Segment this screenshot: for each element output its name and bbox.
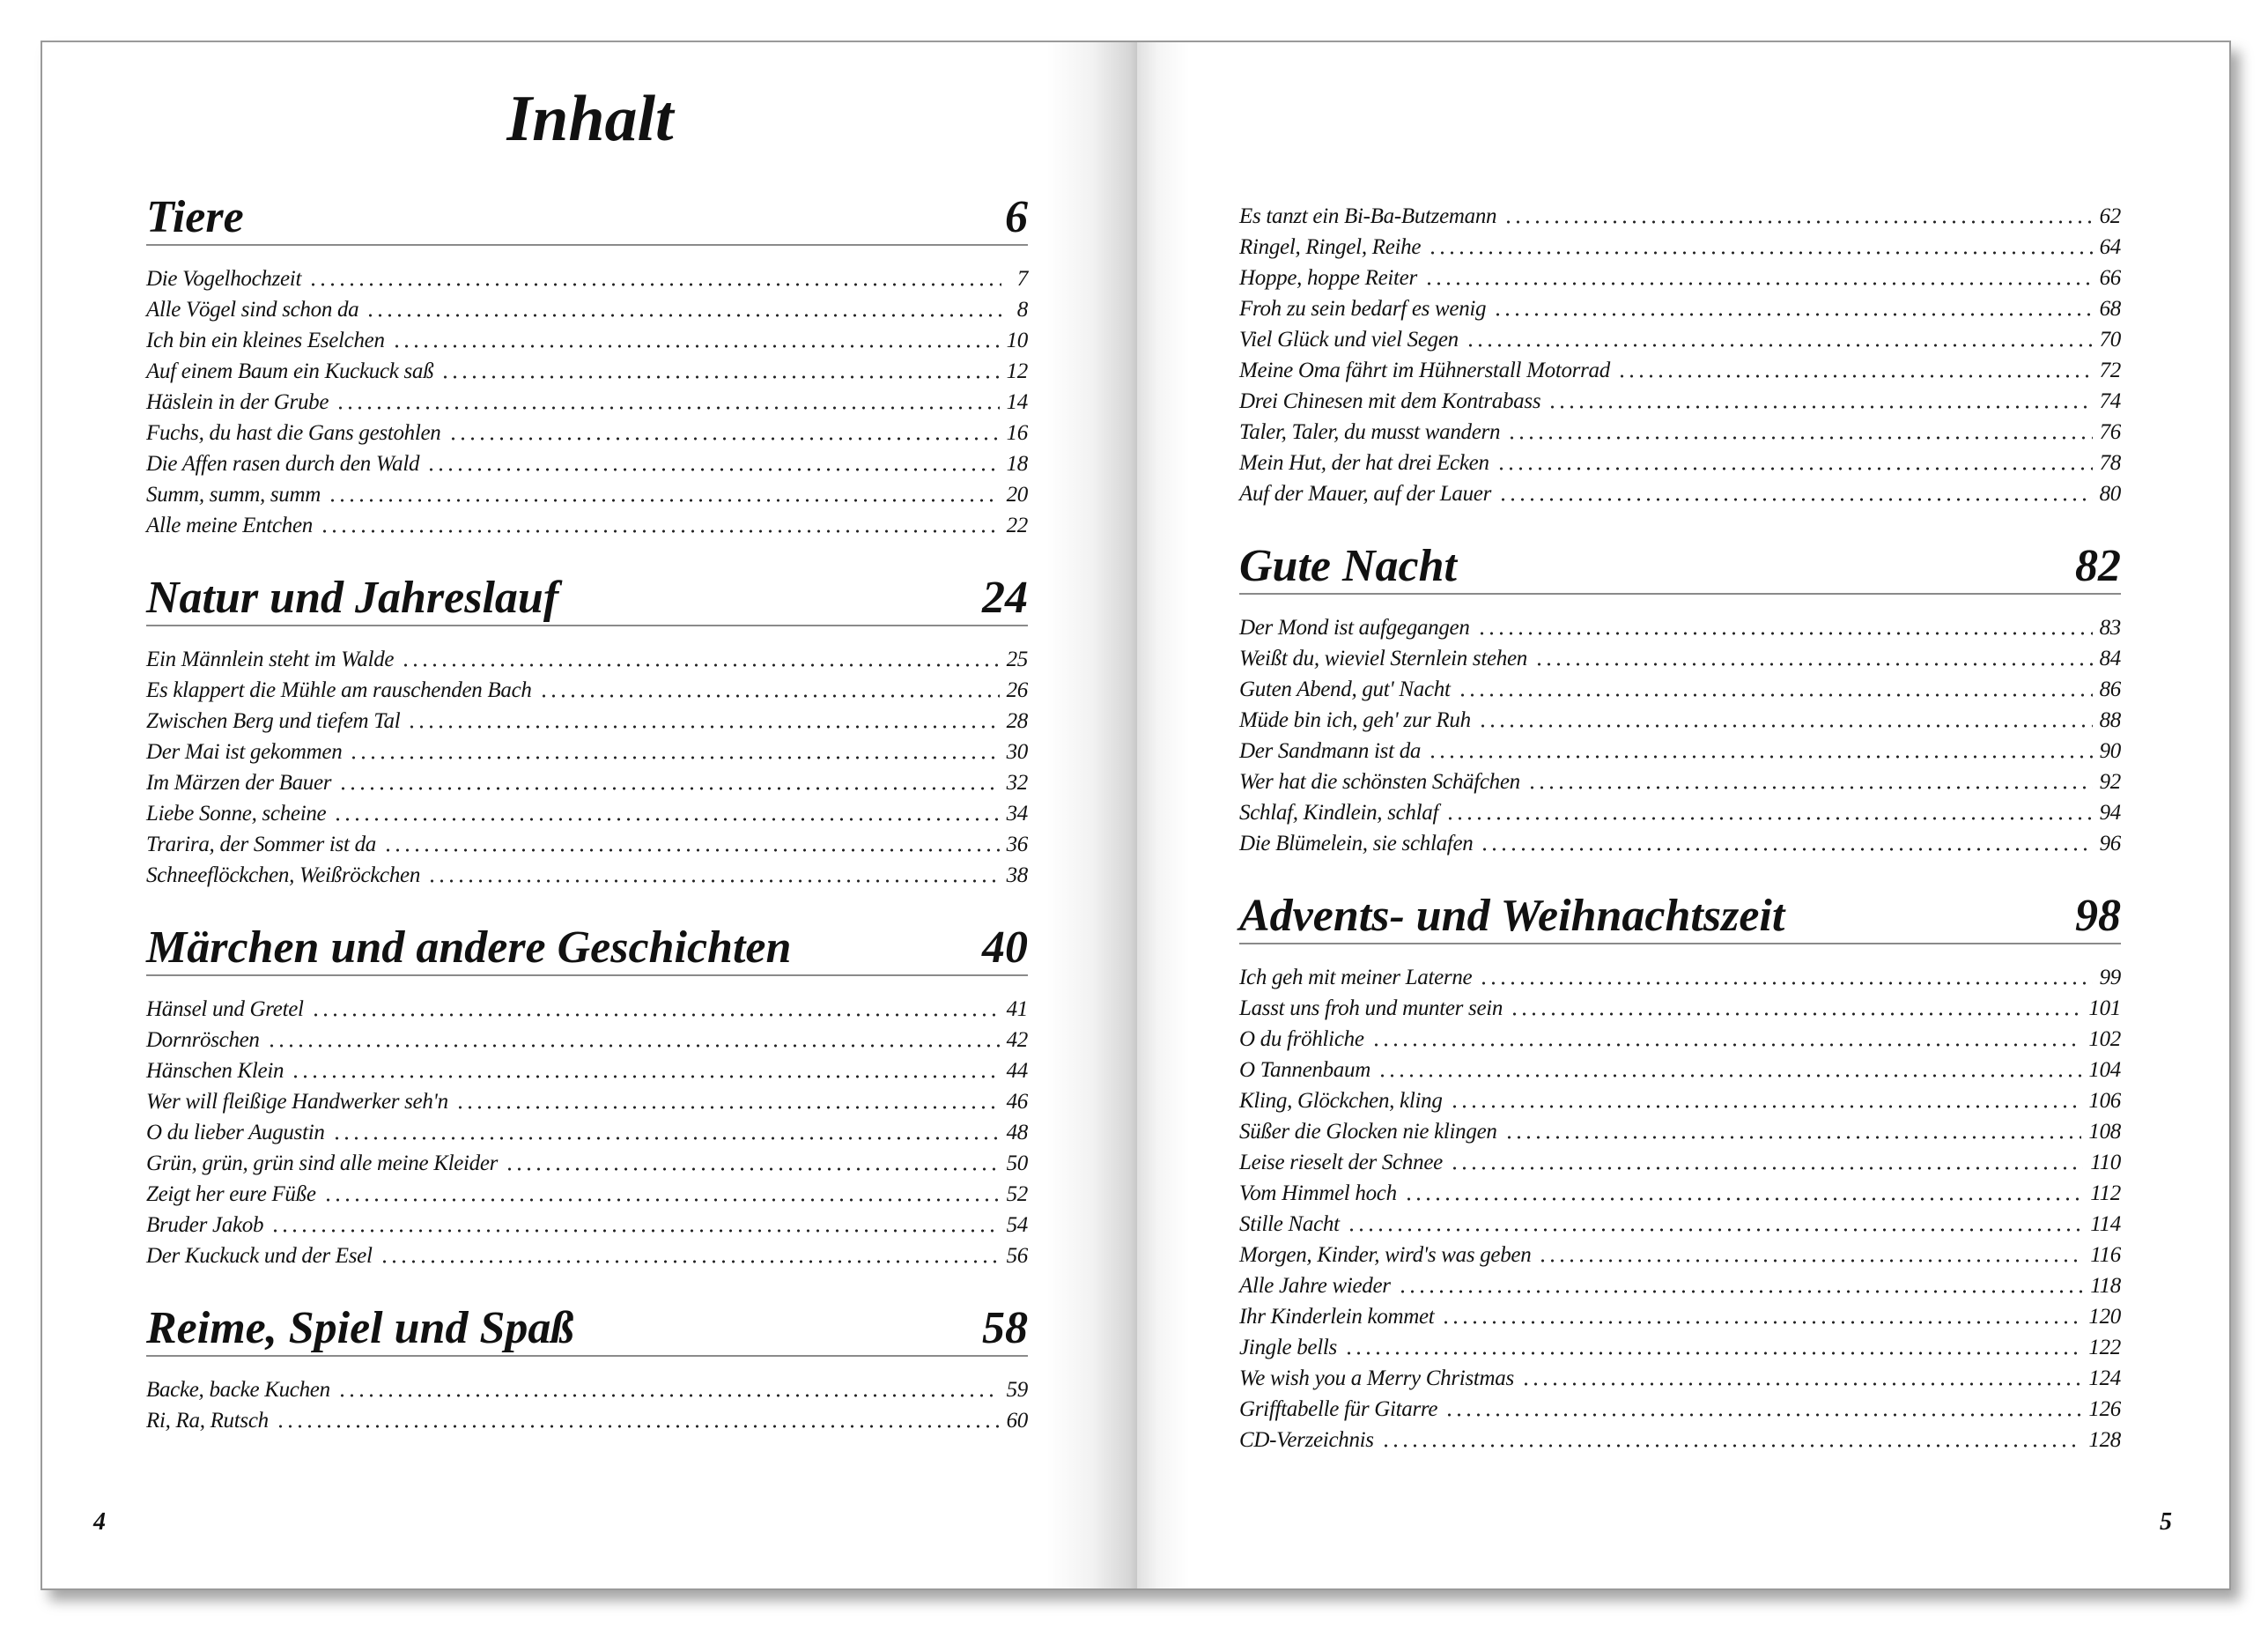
section-title: Gute Nacht bbox=[1239, 541, 1457, 591]
toc-entry[interactable] bbox=[1239, 1147, 2121, 1178]
dot-leader bbox=[1534, 660, 2093, 669]
entry-page: 60 bbox=[1006, 1409, 1028, 1433]
dot-leader bbox=[1428, 248, 2092, 257]
dot-leader bbox=[1548, 403, 2092, 411]
toc-entry[interactable] bbox=[146, 1210, 1028, 1240]
toc-entry[interactable] bbox=[146, 644, 1028, 675]
dot-leader bbox=[336, 404, 999, 412]
entry-page: 68 bbox=[2099, 297, 2121, 321]
dot-leader bbox=[1445, 814, 2092, 823]
dot-leader bbox=[1428, 752, 2092, 761]
toc-entry[interactable] bbox=[1239, 1425, 2121, 1455]
section-page: 24 bbox=[982, 573, 1028, 623]
dot-leader bbox=[332, 1134, 1000, 1143]
entry-title: Grün, grün, grün sind alle meine Kleider bbox=[146, 1151, 499, 1175]
entry-title: Taler, Taler, du musst wandern bbox=[1239, 420, 1501, 444]
entry-title: Auf einem Baum ein Kuckuck saß bbox=[146, 359, 434, 383]
dot-leader bbox=[337, 1391, 1000, 1400]
entry-page: 10 bbox=[1006, 329, 1028, 352]
entry-title: CD-Verzeichnis bbox=[1239, 1428, 1374, 1452]
dot-leader bbox=[267, 1041, 1000, 1050]
toc-section bbox=[1239, 542, 2121, 859]
entry-title: Der Mond ist aufgegangen bbox=[1239, 616, 1470, 640]
entry-title: Süßer die Glocken nie klingen bbox=[1239, 1120, 1497, 1144]
entry-page: 128 bbox=[2088, 1428, 2121, 1452]
entry-title: Lasst uns froh und munter sein bbox=[1239, 996, 1503, 1020]
dot-leader bbox=[308, 280, 1001, 289]
entry-page: 54 bbox=[1006, 1213, 1028, 1237]
toc-entry[interactable] bbox=[146, 1055, 1028, 1086]
entry-page: 25 bbox=[1006, 648, 1028, 671]
section-title: Tiere bbox=[146, 192, 244, 242]
entry-page: 28 bbox=[1006, 709, 1028, 733]
entry-title: Zwischen Berg und tiefem Tal bbox=[146, 709, 401, 733]
toc-entry[interactable] bbox=[1239, 293, 2121, 324]
entry-page: 110 bbox=[2090, 1151, 2121, 1174]
entry-title: Alle Jahre wieder bbox=[1239, 1274, 1391, 1298]
section-page: 40 bbox=[982, 922, 1028, 973]
dot-leader bbox=[455, 1103, 1000, 1112]
toc-entry[interactable] bbox=[146, 737, 1028, 767]
entry-title: Ich geh mit meiner Laterne bbox=[1239, 966, 1473, 989]
entry-title: Weißt du, wieviel Sternlein stehen bbox=[1239, 647, 1527, 670]
page-title: Inhalt bbox=[506, 83, 674, 155]
dot-leader bbox=[1510, 1010, 2081, 1018]
entry-page: 48 bbox=[1006, 1121, 1028, 1144]
toc-entry[interactable] bbox=[1239, 1178, 2121, 1209]
spine-shadow-right bbox=[1137, 42, 1190, 1588]
entry-page: 114 bbox=[2090, 1212, 2121, 1236]
entry-page: 120 bbox=[2088, 1305, 2121, 1329]
toc-entry[interactable] bbox=[1239, 736, 2121, 766]
dot-leader bbox=[1424, 279, 2093, 288]
entry-title: We wish you a Merry Christmas bbox=[1239, 1366, 1514, 1390]
entry-page: 70 bbox=[2099, 328, 2121, 352]
toc-entry[interactable] bbox=[1239, 962, 2121, 993]
entry-title: Hoppe, hoppe Reiter bbox=[1239, 266, 1417, 290]
dot-leader bbox=[505, 1165, 1000, 1174]
dot-leader bbox=[1538, 1256, 2083, 1265]
dot-leader bbox=[1477, 629, 2093, 638]
entry-list bbox=[1239, 944, 2121, 1455]
toc-entry[interactable] bbox=[146, 1148, 1028, 1179]
entry-page: 102 bbox=[2088, 1027, 2121, 1051]
entry-title: Ich bin ein kleines Eselchen bbox=[146, 329, 385, 352]
entry-title: Guten Abend, gut' Nacht bbox=[1239, 678, 1451, 701]
toc-entry[interactable] bbox=[146, 1117, 1028, 1148]
entry-page: 36 bbox=[1006, 833, 1028, 856]
entry-page: 44 bbox=[1006, 1059, 1028, 1083]
entry-page: 46 bbox=[1006, 1090, 1028, 1114]
entry-page: 118 bbox=[2090, 1274, 2121, 1298]
entry-page: 96 bbox=[2099, 832, 2121, 855]
entry-page: 94 bbox=[2099, 801, 2121, 825]
section-heading bbox=[146, 923, 1028, 976]
entry-page: 20 bbox=[1006, 483, 1028, 507]
entry-title: Die Blümelein, sie schlafen bbox=[1239, 832, 1474, 855]
entry-page: 62 bbox=[2099, 204, 2121, 228]
entry-title: Zeigt her eure Füße bbox=[146, 1182, 316, 1206]
toc-section bbox=[146, 923, 1028, 1271]
entry-title: Schneeflöckchen, Weißröckchen bbox=[146, 863, 421, 887]
dot-leader bbox=[539, 692, 1000, 700]
entry-page: 41 bbox=[1006, 997, 1028, 1021]
entry-page: 99 bbox=[2099, 966, 2121, 989]
toc-entry[interactable] bbox=[146, 510, 1028, 541]
entry-title: Hänsel und Gretel bbox=[146, 997, 304, 1021]
entry-title: Liebe Sonne, scheine bbox=[146, 802, 327, 826]
toc-section bbox=[1239, 892, 2121, 1455]
entry-title: Alle meine Entchen bbox=[146, 514, 313, 537]
dot-leader bbox=[448, 434, 1000, 443]
toc-entry[interactable] bbox=[1239, 448, 2121, 478]
entry-title: Vom Himmel hoch bbox=[1239, 1181, 1397, 1205]
entry-title: Summ, summ, summ bbox=[146, 483, 321, 507]
entry-title: Leise rieselt der Schnee bbox=[1239, 1151, 1443, 1174]
section-page: 6 bbox=[1005, 192, 1028, 242]
dot-leader bbox=[311, 1011, 1000, 1019]
section-title: Reime, Spiel und Spaß bbox=[146, 1303, 574, 1353]
toc-entry[interactable] bbox=[146, 387, 1028, 418]
dot-leader bbox=[380, 1257, 1000, 1266]
toc-entry[interactable] bbox=[146, 1025, 1028, 1055]
toc-entry[interactable] bbox=[1239, 1209, 2121, 1240]
dot-leader bbox=[1404, 1195, 2083, 1203]
toc-section bbox=[146, 1304, 1028, 1436]
dot-leader bbox=[1496, 464, 2093, 473]
toc-entry[interactable] bbox=[1239, 643, 2121, 674]
entry-title: Kling, Glöckchen, kling bbox=[1239, 1089, 1443, 1113]
left-page-toc bbox=[146, 193, 1028, 1469]
entry-title: Mein Hut, der hat drei Ecken bbox=[1239, 451, 1489, 475]
entry-title: Der Mai ist gekommen bbox=[146, 740, 343, 764]
toc-section bbox=[146, 574, 1028, 891]
dot-leader bbox=[1478, 722, 2093, 730]
entry-page: 22 bbox=[1006, 514, 1028, 537]
dot-leader bbox=[323, 1196, 1000, 1204]
dot-leader bbox=[407, 722, 999, 731]
entry-page: 83 bbox=[2099, 616, 2121, 640]
entry-page: 59 bbox=[1006, 1378, 1028, 1402]
entry-title: Der Kuckuck und der Esel bbox=[146, 1244, 373, 1268]
dot-leader bbox=[276, 1422, 1000, 1431]
toc-section-continued bbox=[1239, 201, 2121, 509]
dot-leader bbox=[349, 753, 999, 762]
section-page: 58 bbox=[982, 1303, 1028, 1353]
entry-list bbox=[146, 1357, 1028, 1436]
entry-page: 84 bbox=[2099, 647, 2121, 670]
entry-title: O du lieber Augustin bbox=[146, 1121, 325, 1144]
toc-entry[interactable] bbox=[1239, 1270, 2121, 1301]
entry-title: Schlaf, Kindlein, schlaf bbox=[1239, 801, 1439, 825]
toc-entry[interactable] bbox=[1239, 1024, 2121, 1055]
entry-title: Alle Vögel sind schon da bbox=[146, 298, 359, 322]
toc-entry[interactable] bbox=[146, 356, 1028, 387]
dot-leader bbox=[366, 311, 1001, 320]
dot-leader bbox=[401, 661, 999, 670]
entry-title: Bruder Jakob bbox=[146, 1213, 264, 1237]
section-heading bbox=[146, 1304, 1028, 1357]
entry-title: Müde bin ich, geh' zur Ruh bbox=[1239, 708, 1471, 732]
entry-title: Morgen, Kinder, wird's was geben bbox=[1239, 1243, 1532, 1267]
entry-title: Es tanzt ein Bi-Ba-Butzemann bbox=[1239, 204, 1497, 228]
entry-title: Die Vogelhochzeit bbox=[146, 267, 302, 291]
entry-title: Froh zu sein bedarf es wenig bbox=[1239, 297, 1487, 321]
entry-title: Stille Nacht bbox=[1239, 1212, 1340, 1236]
toc-entry[interactable] bbox=[146, 1086, 1028, 1117]
entry-page: 101 bbox=[2088, 996, 2121, 1020]
entry-title: Ihr Kinderlein kommet bbox=[1239, 1305, 1435, 1329]
entry-title: Drei Chinesen mit dem Kontrabass bbox=[1239, 389, 1541, 413]
entry-title: Fuchs, du hast die Gans gestohlen bbox=[146, 421, 441, 445]
dot-leader bbox=[270, 1226, 999, 1235]
entry-title: Backe, backe Kuchen bbox=[146, 1378, 330, 1402]
entry-title: Wer hat die schönsten Schäfchen bbox=[1239, 770, 1520, 794]
section-page: 82 bbox=[2075, 541, 2121, 591]
dot-leader bbox=[1398, 1287, 2084, 1296]
toc-section bbox=[146, 193, 1028, 541]
dot-leader bbox=[1347, 1225, 2084, 1234]
entry-page: 16 bbox=[1006, 421, 1028, 445]
toc-entry[interactable] bbox=[146, 294, 1028, 325]
dot-leader bbox=[320, 527, 1000, 536]
page-number-left: 4 bbox=[93, 1508, 106, 1536]
section-title: Märchen und andere Geschichten bbox=[146, 922, 792, 973]
dot-leader bbox=[1480, 845, 2092, 854]
entry-title: Viel Glück und viel Segen bbox=[1239, 328, 1459, 352]
dot-leader bbox=[1450, 1102, 2082, 1111]
dot-leader bbox=[291, 1072, 999, 1081]
entry-page: 32 bbox=[1006, 771, 1028, 795]
toc-entry[interactable] bbox=[1239, 797, 2121, 828]
toc-entry[interactable] bbox=[146, 1405, 1028, 1436]
toc-entry[interactable] bbox=[1239, 1394, 2121, 1425]
dot-leader bbox=[1521, 1380, 2081, 1388]
entry-page: 30 bbox=[1006, 740, 1028, 764]
entry-page: 52 bbox=[1006, 1182, 1028, 1206]
entry-list bbox=[1239, 595, 2121, 859]
toc-entry[interactable] bbox=[1239, 993, 2121, 1024]
toc-entry[interactable] bbox=[146, 479, 1028, 510]
entry-page: 72 bbox=[2099, 359, 2121, 382]
entry-page: 76 bbox=[2099, 420, 2121, 444]
toc-entry[interactable] bbox=[1239, 324, 2121, 355]
toc-entry[interactable] bbox=[1239, 1116, 2121, 1147]
dot-leader bbox=[328, 496, 1000, 505]
entry-page: 34 bbox=[1006, 802, 1028, 826]
entry-page: 112 bbox=[2090, 1181, 2121, 1205]
entry-title: Hänschen Klein bbox=[146, 1059, 284, 1083]
dot-leader bbox=[1466, 341, 2093, 350]
entry-list bbox=[146, 626, 1028, 891]
toc-entry[interactable] bbox=[146, 418, 1028, 448]
entry-title: Ri, Ra, Rutsch bbox=[146, 1409, 269, 1433]
toc-entry[interactable] bbox=[146, 829, 1028, 860]
toc-entry[interactable] bbox=[146, 448, 1028, 479]
toc-entry[interactable] bbox=[146, 767, 1028, 798]
entry-page: 92 bbox=[2099, 770, 2121, 794]
toc-entry[interactable] bbox=[146, 706, 1028, 737]
toc-entry[interactable] bbox=[1239, 705, 2121, 736]
entry-page: 18 bbox=[1006, 452, 1028, 476]
dot-leader bbox=[1493, 310, 2092, 319]
section-heading bbox=[1239, 542, 2121, 595]
entry-page: 108 bbox=[2088, 1120, 2121, 1144]
entry-page: 122 bbox=[2088, 1336, 2121, 1359]
entry-page: 78 bbox=[2099, 451, 2121, 475]
toc-entry[interactable] bbox=[1239, 1240, 2121, 1270]
dot-leader bbox=[1458, 691, 2093, 700]
dot-leader bbox=[1503, 218, 2092, 226]
entry-list bbox=[146, 976, 1028, 1271]
entry-page: 8 bbox=[1016, 298, 1028, 322]
toc-entry[interactable] bbox=[1239, 478, 2121, 509]
toc-entry[interactable] bbox=[1239, 386, 2121, 417]
section-heading bbox=[146, 574, 1028, 626]
toc-entry[interactable] bbox=[1239, 1085, 2121, 1116]
section-title: Natur und Jahreslauf bbox=[146, 573, 559, 623]
entry-title: Trarira, der Sommer ist da bbox=[146, 833, 376, 856]
dot-leader bbox=[1479, 979, 2092, 988]
dot-leader bbox=[1344, 1349, 2081, 1358]
dot-leader bbox=[1498, 495, 2093, 504]
section-page: 98 bbox=[2075, 891, 2121, 941]
entry-list bbox=[1239, 201, 2121, 509]
entry-page: 104 bbox=[2088, 1058, 2121, 1082]
toc-entry[interactable] bbox=[1239, 612, 2121, 643]
entry-title: Meine Oma fährt im Hühnerstall Motorrad bbox=[1239, 359, 1610, 382]
entry-title: O du fröhliche bbox=[1239, 1027, 1364, 1051]
toc-entry[interactable] bbox=[1239, 263, 2121, 293]
entry-title: O Tannenbaum bbox=[1239, 1058, 1370, 1082]
entry-title: Wer will fleißige Handwerker seh'n bbox=[146, 1090, 448, 1114]
dot-leader bbox=[338, 784, 999, 793]
toc-entry[interactable] bbox=[146, 1179, 1028, 1210]
toc-entry[interactable] bbox=[1239, 828, 2121, 859]
entry-page: 88 bbox=[2099, 708, 2121, 732]
entry-title: Dornröschen bbox=[146, 1028, 260, 1052]
dot-leader bbox=[440, 373, 999, 381]
entry-page: 90 bbox=[2099, 739, 2121, 763]
entry-title: Ringel, Ringel, Reihe bbox=[1239, 235, 1422, 259]
toc-entry[interactable] bbox=[1239, 232, 2121, 263]
toc-entry[interactable] bbox=[146, 1240, 1028, 1271]
entry-page: 50 bbox=[1006, 1151, 1028, 1175]
entry-page: 38 bbox=[1006, 863, 1028, 887]
spine-shadow-left bbox=[1046, 42, 1137, 1588]
entry-title: Ein Männlein steht im Walde bbox=[146, 648, 395, 671]
toc-entry[interactable] bbox=[1239, 417, 2121, 448]
entry-title: Grifftabelle für Gitarre bbox=[1239, 1397, 1438, 1421]
entry-page: 64 bbox=[2099, 235, 2121, 259]
entry-title: Häslein in der Grube bbox=[146, 390, 329, 414]
toc-entry[interactable] bbox=[1239, 1363, 2121, 1394]
section-heading bbox=[1239, 892, 2121, 944]
dot-leader bbox=[392, 342, 1000, 351]
section-title: Advents- und Weihnachtszeit bbox=[1239, 891, 1785, 941]
dot-leader bbox=[1507, 433, 2092, 442]
dot-leader bbox=[1450, 1164, 2083, 1173]
toc-entry[interactable] bbox=[146, 860, 1028, 891]
entry-title: Es klappert die Mühle am rauschenden Bach bbox=[146, 678, 532, 702]
dot-leader bbox=[333, 815, 999, 824]
dot-leader bbox=[1441, 1318, 2081, 1327]
entry-page: 56 bbox=[1006, 1244, 1028, 1268]
entry-list bbox=[146, 246, 1028, 541]
entry-page: 26 bbox=[1006, 678, 1028, 702]
entry-page: 12 bbox=[1006, 359, 1028, 383]
toc-entry[interactable] bbox=[1239, 674, 2121, 705]
dot-leader bbox=[1504, 1133, 2082, 1142]
toc-entry[interactable] bbox=[146, 994, 1028, 1025]
entry-title: Die Affen rasen durch den Wald bbox=[146, 452, 420, 476]
entry-page: 116 bbox=[2090, 1243, 2121, 1267]
toc-entry[interactable] bbox=[146, 1374, 1028, 1405]
entry-title: Jingle bells bbox=[1239, 1336, 1337, 1359]
page-number-right: 5 bbox=[2160, 1508, 2172, 1536]
entry-page: 126 bbox=[2088, 1397, 2121, 1421]
toc-entry[interactable] bbox=[1239, 201, 2121, 232]
toc-entry[interactable] bbox=[146, 798, 1028, 829]
entry-page: 106 bbox=[2088, 1089, 2121, 1113]
entry-page: 74 bbox=[2099, 389, 2121, 413]
entry-title: Im Märzen der Bauer bbox=[146, 771, 332, 795]
dot-leader bbox=[1371, 1040, 2082, 1049]
entry-page: 42 bbox=[1006, 1028, 1028, 1052]
dot-leader bbox=[1378, 1071, 2081, 1080]
toc-entry[interactable] bbox=[1239, 1332, 2121, 1363]
entry-page: 124 bbox=[2088, 1366, 2121, 1390]
right-page-toc bbox=[1239, 201, 2121, 1488]
dot-leader bbox=[427, 877, 1000, 885]
entry-page: 80 bbox=[2099, 482, 2121, 506]
section-heading bbox=[146, 193, 1028, 246]
toc-entry[interactable] bbox=[1239, 1301, 2121, 1332]
entry-title: Der Sandmann ist da bbox=[1239, 739, 1422, 763]
entry-page: 66 bbox=[2099, 266, 2121, 290]
dot-leader bbox=[1617, 372, 2093, 381]
toc-entry[interactable] bbox=[1239, 355, 2121, 386]
dot-leader bbox=[383, 846, 1000, 855]
dot-leader bbox=[426, 465, 999, 474]
toc-entry[interactable] bbox=[146, 325, 1028, 356]
entry-page: 7 bbox=[1016, 267, 1028, 291]
entry-page: 14 bbox=[1006, 390, 1028, 414]
toc-entry[interactable] bbox=[1239, 766, 2121, 797]
toc-entry[interactable] bbox=[146, 675, 1028, 706]
toc-entry[interactable] bbox=[146, 263, 1028, 294]
toc-entry[interactable] bbox=[1239, 1055, 2121, 1085]
dot-leader bbox=[1527, 783, 2093, 792]
dot-leader bbox=[1444, 1411, 2081, 1419]
entry-page: 86 bbox=[2099, 678, 2121, 701]
dot-leader bbox=[1381, 1441, 2082, 1450]
entry-title: Auf der Mauer, auf der Lauer bbox=[1239, 482, 1492, 506]
